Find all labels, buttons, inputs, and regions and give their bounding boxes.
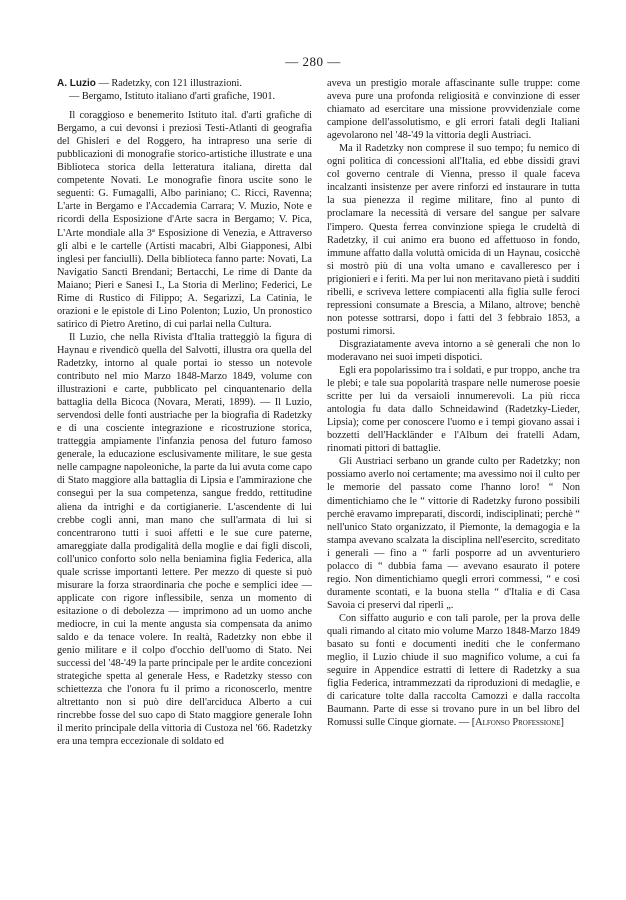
left-column [57, 77, 312, 748]
entry-heading [57, 77, 312, 103]
right-column [327, 77, 580, 729]
paragraph: Il coraggioso e benemerito Istituto ital. d'arti grafiche di Bergamo, a cui devonsi i preziosi Testi-Atlanti di geografia del Ghisleri e del Roggero, ha intrapreso una serie di pubblicazioni di monografie storico-artistiche illustrate e una Biblioteca storica della letteratura italiana, diretta dal competente Novati. Le monografie finora uscite sono le seguenti: G. Fumagalli, Albo pariniano; C. Ricci, Ravenna; L'arte in Bergamo e l'Accademia Carrara; V. Muzio, Note e ricordi della Esposizione d'Arte sacra in Bergamo; V. Pica, L'Arte mondiale alla 3ª Esposizione di Venezia, e Attraverso gli albi e le cartelle (Artisti macabri, Albi Giapponesi, Albi inglesi per fanciulli). Della biblioteca fanno parte: Novati, La Navigatio Sancti Brendani; Bertacchi, Le rime di Dante da Maiano; Pieri e Sanesi I., La Storia di Merlino; Federici, Le Rime di Rustico di Filippo; A. Segarizzi, La Catinia, le orazioni e le epistole di Lino Polenton; Luzio, Un pronostico satirico di Pietro Aretino, di cui parlai nella Cultura. [57, 110, 312, 330]
paragraph: Gli Austriaci serbano un grande culto per Radetzky; non possiamo averlo noi certamente; ma avessimo noi il culto per le memorie del passato come l'hanno loro! “ Non dimentichiamo che le “ vittorie di Radetzky furono possibili perchè eravamo impreparati, discordi, indisciplinati; perchè “ nell'unico Stato organizzato, il Piemonte, la demagogia e la stampa avevano scalzata la disciplina nell'esercito, screditato i generali — fino a “ farli posporre ad un avventuriero polacco di “ dubbia fama — avevano esaurato il potere regio. Non dimentichiamo quegli errori commessi, “ e così duramente scontati, e la buona stella “ d'Italia e di Casa Savoia ci preservi dal riperli „. [327, 456, 580, 611]
entry-publisher: — Bergamo, Istituto italiano d'arti grafiche, 1901. [69, 91, 276, 103]
entry-title: — Radetzky, con 121 illustrazioni. [95, 78, 242, 89]
paragraph: Egli era popolarissimo tra i soldati, e pur troppo, anche tra le plebi; e tale sua popolarità trasparе nelle numerose poesie scritte per lui da versaioli innumerevoli. La più ricca antologia fu data dallo Schneidawind (Radetzky-Lieder, Lipsia); come per conoscere l'uomo e i tempi giovano assai i bozzetti dell'Hackländer e l'Album dei fratelli Adam, rinomati pittori di battaglie. [327, 365, 580, 455]
paragraph: Disgraziatamente aveva intorno a sè generali che non lo moderavano nei suoi impeti dispotici. [327, 338, 580, 363]
closing-paragraph-text: Con siffatto augurio e con tali parole, per la prova delle quali rimando al citato mio volume Marzo 1848-Marzo 1849 basato su fonti e documenti inediti che le confermano meglio, il Luzio chiude il suo magnifico volume, a cui fa seguire in Appendice estratti di lettere di Radetzky a sua figlia Federica, intrammezzati da riproduzioni di medaglie, e di caricature tolte dalla raccolta Camozzi e dalla raccolta Baumann. Parte di esse si trovano pure in un bel libro del Romussi sulle Cinque giornate. [327, 612, 580, 729]
signature: — [Alfonso Professione] [458, 717, 564, 729]
entry-author: A. Luzio [57, 78, 96, 89]
paragraph: Ma il Radetzky non comprese il suo tempo; fu nemico di ogni politica di concessioni all'Italia, ed ebbe dissidi gravi col governo centrale di Vienna, presso il quale faceva incalzanti insistenze per avere rinforzi ed instaurare in tutta la sua pienezza il regime militare, fino al punto di proclamare la necessità di versare del sangue per salvare l'impero. Questa ferrea convinzione spiega le crudeltà di Radetzky, il cui animo era buono ed affettuoso in fondo, immune affatto dalla voluttà omicida di un Haynau, cosicchè si mostrò più di una volta umano e cavalleresco per i prigionieri e i feriti. Ma per lui non meritavano pietà i sudditi ribelli, e scriveva lettere compiacenti alla figlia sulle feroci repressioni consumate a Brescia, a Milano, altrove; benchè non potesse sottrarsi, dopo i fatti del 3 febbraio 1853, a postumi rimorsi. [327, 143, 580, 337]
page-number: — 280 — [285, 54, 341, 69]
paragraph [327, 612, 580, 729]
paragraph: aveva un prestigio morale affascinante sulle truppe: come aveva pure una profonda religiosità e convinzione di esser chiamato ad esercitare una missione provvidenziale come campione dell'assolutismo, e gli errori fatali degli Italiani agevolarono nel '48-'49 la vittoria degli Austriaci. [327, 78, 580, 142]
paragraph: Il Luzio, che nella Rivista d'Italia tratteggiò la figura di Haynau e rivendicò quella del Salvotti, illustra ora quella del Radetzky, intorno al quale portai io stesso un notevole contributo nel mio Marzo 1848-Marzo 1849, volume con illustrazioni e carte, pubblicato pel cinquantenario della battaglia della Bicoca (Novara, Merati, 1899). — Il Luzio, servendosi delle fonti austriache per la biografia di Radetzky e di una cosciente integrazione e ricostruzione storica, tratteggia ampiamente l'infanzia penosa del futuro famoso generale, la educazione esclusivamente militare, le sue gesta nelle campagne napoleoniche, la parte da lui avuta come capo di Stato maggiore alla battaglia di Lipsia e l'ammirazione che conseguì per la sua competenza, sangue freddo, rettitudine aliena da intrighi e da cortigianerie. L'ascendente di lui crebbe cogli anni, man mano che sull'armata di lui si concentrarono tutti i suoi affetti e le sue cure paterne, amareggiate dalla prodigalità della moglie e dai figli discoli, coll'unico conforto solo nella beniamina figlia Federica, alla quale scrisse importanti lettere. Per mezzo di queste si può misurare la forza straordinaria che poche e semplici idee — applicate con rigore inflessibile, senza un momento di esitazione o di debolezza — imprimono ad un uomo anche mediocre, in cui la mente angusta sia compensata da animo saldo e da tenace volere. In realtà, Radetzky non ebbe il genio militare e il colpo d'occhio dell'uomo di Stato. Nei successi del '48-'49 la parte principale per le ardite concezioni strategiche spetta al generale Hess, e Radetzky stesso con schiettezza che l'onora fu il primo a riconoscerlo, mentre altrettanto non si può dire dell'arciduca Alberto a cui rincrebbe fosse del suo capo di Stato maggiore generale Iohn il merito principale della vittoria di Custoza nel '66. Radetzky era una tempra eccezionale di soldato ed [57, 331, 313, 748]
